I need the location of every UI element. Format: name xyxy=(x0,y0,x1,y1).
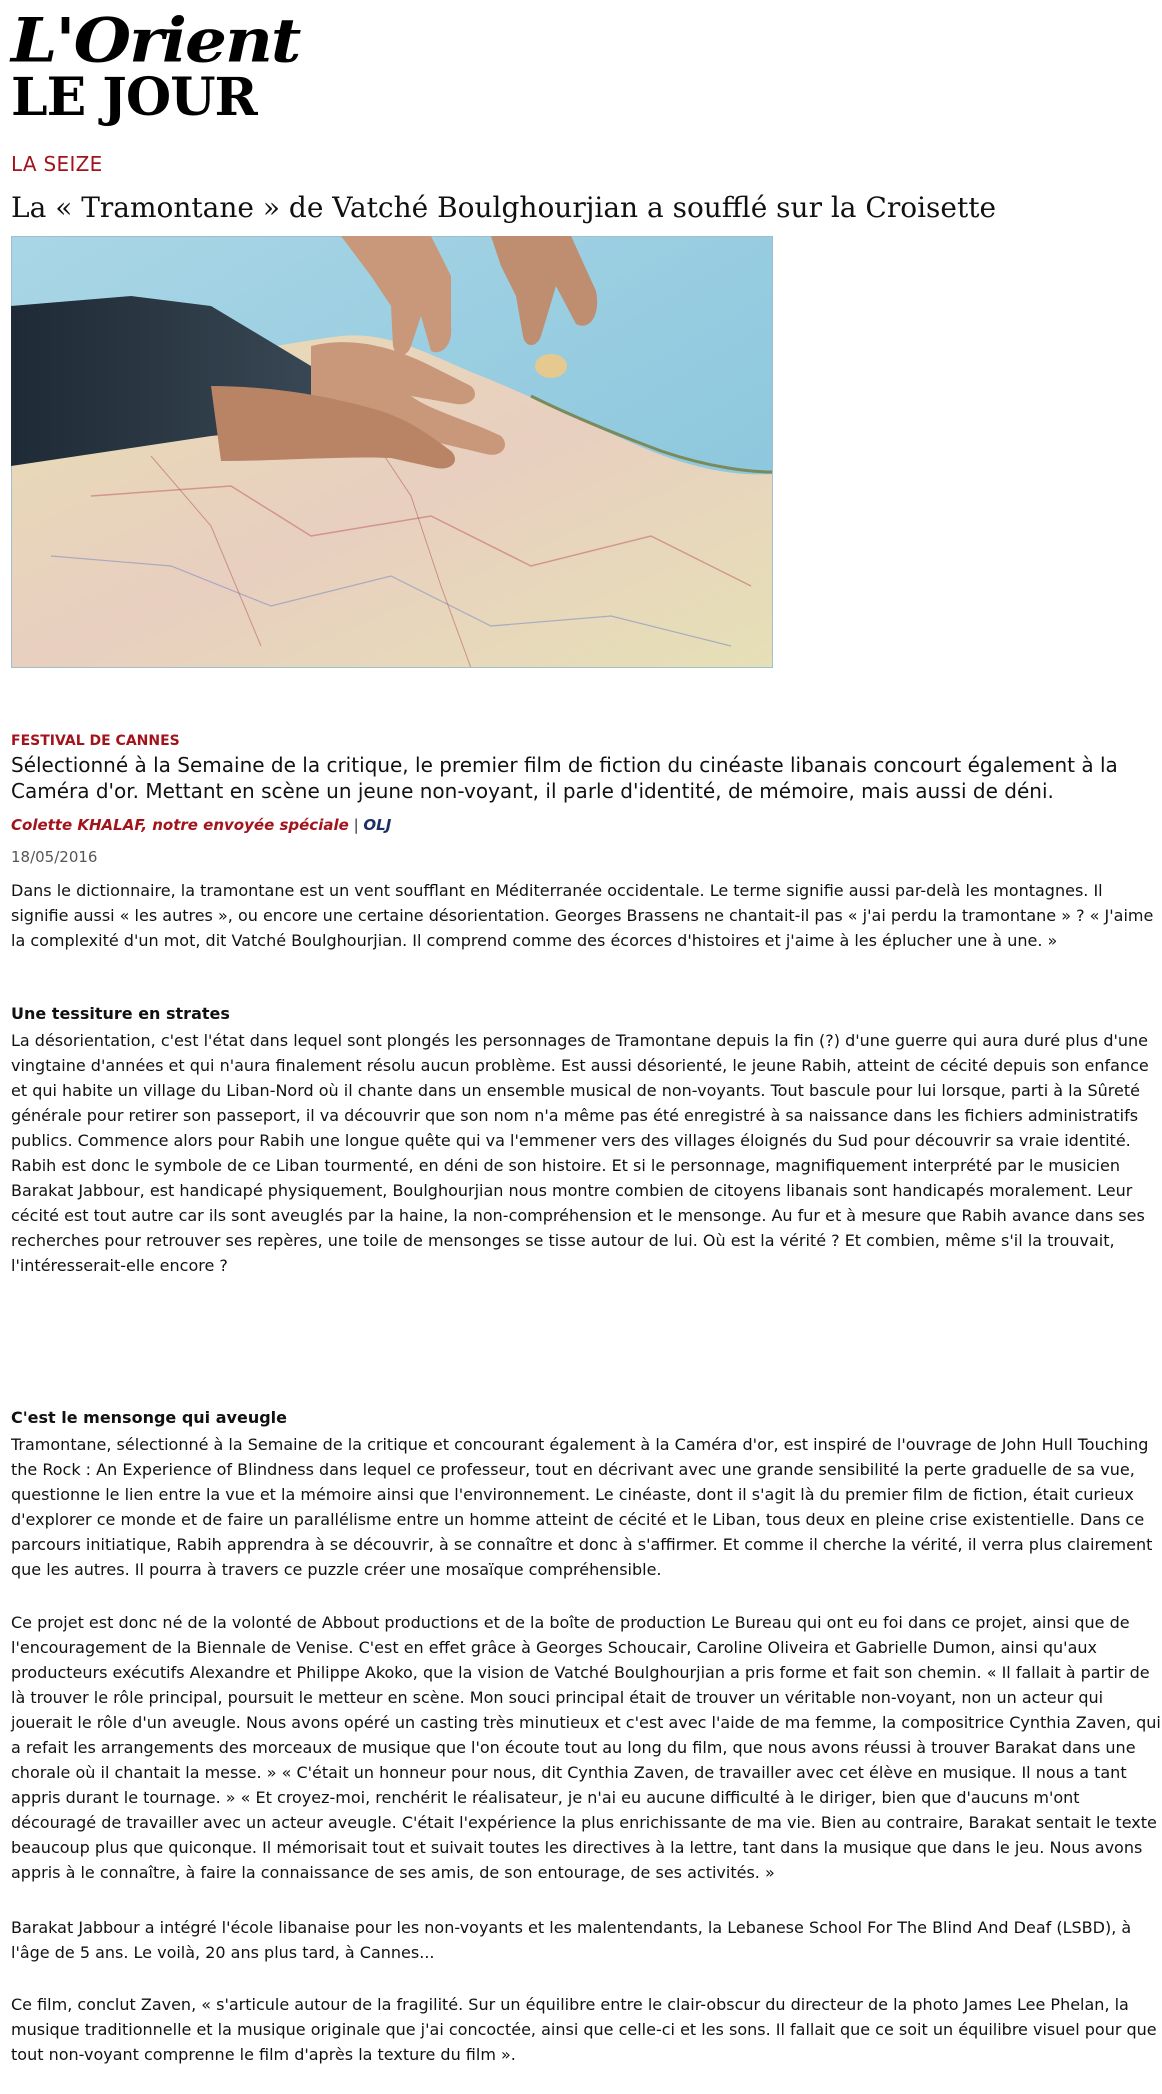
category-kicker[interactable]: LA SEIZE xyxy=(11,152,103,176)
source-link[interactable]: OLJ xyxy=(363,816,392,834)
logo-line-1: L'Orient xyxy=(11,4,300,77)
logo-line-2: LE JOUR xyxy=(11,67,257,128)
site-logo[interactable] xyxy=(11,4,300,128)
publish-date: 18/05/2016 xyxy=(11,848,98,866)
subheading-2: C'est le mensonge qui aveugle xyxy=(11,1408,287,1427)
byline-separator: | xyxy=(353,816,359,834)
paragraph-4: Ce projet est donc né de la volonté de Abbout productions et de la boîte de production Le Bureau qui ont eu foi dans ce projet, ainsi que de l'encouragement de la Biennale de Venise. C'est en effet grâce à Georges Schoucair, Caroline Oliveira et Gabrielle Dumon, ainsi qu'aux producteurs exécutifs Alexandre et Philippe Akoko, que la vision de Vatché Boulghourjian a pris forme et fait son chemin. « Il fallait à partir de là trouver le rôle principal, poursuit le metteur en scène. Mon souci principal était de trouver un véritable non-voyant, non un acteur qui jouerait le rôle d'un aveugle. Nous avons opéré un casting très minutieux et c'est avec l'aide de ma femme, la compositrice Cynthia Zaven, qui a refait les arrangements des morceaux de musique que l'on écoute tout au long du film, que nous avons réussi à trouver Barakat dans une chorale où il chantait la messe. » « C'était un honneur pour nous, dit Cynthia Zaven, de travailler avec cet élève en musique. Il nous a tant appris durant le tournage. » « Et croyez-moi, renchérit le réalisateur, je n'ai eu aucune difficulté à le diriger, bien que d'aucuns m'ont découragé de travailler avec un acteur aveugle. C'était l'expérience la plus enrichissante de ma vie. Bien au contraire, Barakat sentait le texte beaucoup plus que quiconque. Il mémorisait tout et suivait toutes les directives à la lettre, tant dans la musique que dans le jeu. Nous avons appris à le connaître, à faire la connaissance de ses amis, de son entourage, de ses activités. » xyxy=(11,1613,1161,1882)
paragraph-5: Barakat Jabbour a intégré l'école libanaise pour les non-voyants et les malentendants, la Lebanese School For The Blind And Deaf (LSBD), à l'âge de 5 ans. Le voilà, 20 ans plus tard, à Cannes... xyxy=(11,1918,1132,1962)
paragraph-3: Tramontane, sélectionné à la Semaine de la critique et concourant également à la Caméra d'or, est inspiré de l'ouvrage de John Hull Touching the Rock : An Experience of Blindness dans lequel ce professeur, tout en décrivant avec une grande sensibilité la perte graduelle de sa vue, questionne le lien entre la vue et la mémoire ainsi que l'environnement. Le cinéaste, dont il s'agit là du premier film de fiction, était curieux d'explorer ce monde et de faire un parallélisme entre un homme atteint de cécité et le Liban, tous deux en pleine crise existentielle. Dans ce parcours initiatique, Rabih apprendra à se découvrir, à se connaître et donc à s'affirmer. Et comme il cherche la vérité, il verra plus clairement que les autres. Il pourra à travers ce puzzle créer une mosaïque compréhensible. xyxy=(11,1435,1153,1579)
byline xyxy=(11,816,391,834)
subheading-1: Une tessiture en strates xyxy=(11,1004,230,1023)
paragraph-6: Ce film, conclut Zaven, « s'articule autour de la fragilité. Sur un équilibre entre le clair-obscur du directeur de la photo James Lee Phelan, la musique traditionnelle et la musique originale que j'ai concoctée, ainsi que celle-ci et les sons. Il fallait que ce soit un équilibre visuel pour que tout non-voyant comprenne le film d'après la texture du film ». xyxy=(11,1995,1157,2064)
author-link[interactable]: Colette KHALAF, notre envoyée spéciale xyxy=(11,816,349,834)
section-label[interactable]: FESTIVAL DE CANNES xyxy=(11,733,180,749)
paragraph-1: Dans le dictionnaire, la tramontane est un vent soufflant en Méditerranée occidentale. Le terme signifie aussi par-delà les montagnes. Il signifie aussi « les autres », ou encore une certaine désorientation. Georges Brassens ne chantait-il pas « j'ai perdu la tramontane » ? « J'aime la complexité d'un mot, dit Vatché Boulghourjian. Il comprend comme des écorces d'histoires et j'aime à les éplucher une à une. » xyxy=(11,881,1154,950)
paragraph-2: La désorientation, c'est l'état dans lequel sont plongés les personnages de Tramontane depuis la fin (?) d'une guerre qui aura duré plus d'une vingtaine d'années et qui n'aura finalement résolu aucun problème. Est aussi désorienté, le jeune Rabih, atteint de cécité depuis son enfance et qui habite un village du Liban-Nord où il chante dans un ensemble musical de non-voyants. Tout bascule pour lui lorsque, parti à la Sûreté générale pour retirer son passeport, il va découvrir que son nom n'a même pas été enregistré à sa naissance dans les fichiers administratifs publics. Commence alors pour Rabih une longue quête qui va l'emmener vers des villages éloignés du Sud pour découvrir sa vraie identité. Rabih est donc le symbole de ce Liban tourmenté, en déni de son histoire. Et si le personnage, magnifiquement interprété par le musicien Barakat Jabbour, est handicapé physiquement, Boulghourjian nous montre combien de citoyens libanais sont handicapés moralement. Leur cécité est tout autre car ils sont aveuglés par la haine, la non-compréhension et le mensonge. Au fur et à mesure que Rabih avance dans ses recherches pour retrouver ses repères, une toile de mensonges se tisse autour de lui. Où est la vérité ? Et combien, même s'il la trouvait, l'intéresserait-elle encore ? xyxy=(11,1031,1149,1275)
article-lede: Sélectionné à la Semaine de la critique, le premier film de fiction du cinéaste libanais concourt également à la Caméra d'or. Mettant en scène un jeune non-voyant, il parle d'identité, de mémoire, mais aussi de déni. xyxy=(11,753,1118,803)
article-headline: La « Tramontane » de Vatché Boulghourjian a soufflé sur la Croisette xyxy=(11,191,997,224)
hero-image xyxy=(11,236,773,668)
